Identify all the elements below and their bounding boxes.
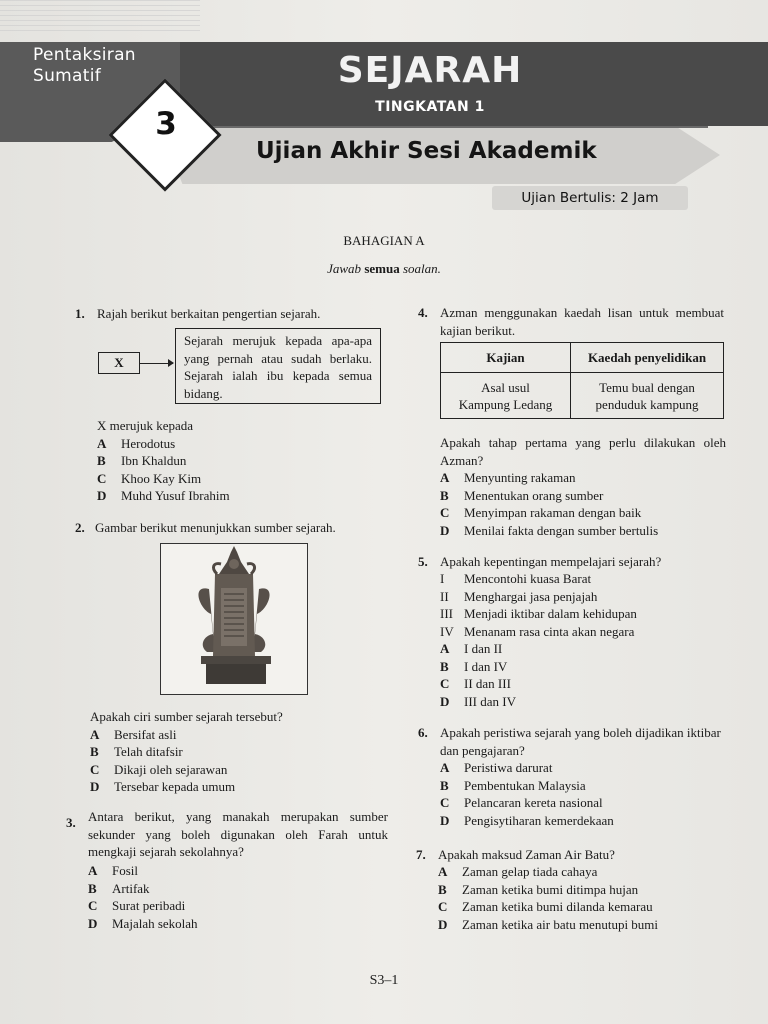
option-b[interactable]: B Pembentukan Malaysia <box>440 777 586 793</box>
option-d[interactable]: D Pengisytiharan kemerdekaan <box>440 812 614 828</box>
exam-title: Ujian Akhir Sesi Akademik <box>256 138 597 164</box>
question-6: 6. Apakah peristiwa sejarah yang boleh dijadikan iktibar dan pengajaran? <box>418 724 728 759</box>
series-line-2: Sumatif <box>33 66 102 86</box>
option-c[interactable]: C Surat peribadi <box>88 898 186 913</box>
option-d[interactable]: D Muhd Yusuf Ibrahim <box>97 488 230 503</box>
option-a[interactable]: A Herodotus <box>97 435 176 451</box>
subject-title: SEJARAH <box>337 50 523 91</box>
question-stem: Apakah ciri sumber sejarah tersebut? <box>90 709 283 724</box>
duration-badge: Ujian Bertulis: 2 Jam <box>492 186 688 210</box>
section-instruction: Jawab semua soalan. <box>327 261 441 276</box>
option-a[interactable]: A Menyunting rakaman <box>440 470 576 485</box>
question-5-body <box>440 570 730 710</box>
table-cell: Temu bual dengan penduduk kampung <box>571 373 724 419</box>
stone-monument-illustration <box>161 544 307 694</box>
question-4-answers <box>440 434 730 539</box>
statement-i: I Mencontohi kuasa Barat <box>440 571 592 586</box>
table-cell: Asal usul Kampung Ledang <box>441 373 571 419</box>
question-text: Azman menggunakan kaedah lisan untuk membuat kajian berikut. <box>440 305 724 338</box>
statement-iv: IV Menanam rasa cinta akan negara <box>440 623 635 639</box>
option-b[interactable]: B I dan IV <box>440 658 508 674</box>
option-a[interactable]: A Bersifat asli <box>90 726 177 742</box>
option-b[interactable]: B Telah ditafsir <box>90 744 183 759</box>
option-c[interactable]: C Zaman ketika bumi dilanda kemarau <box>438 899 653 914</box>
definition-box: Sejarah merujuk kepada apa-apa yang pernah atau sudah berlaku. Sejarah ialah ibu kepada semua bidang. <box>175 328 381 404</box>
question-6-answers <box>440 759 730 829</box>
question-3-answers <box>88 862 378 932</box>
statement-iii: III Menjadi iktibar dalam kehidupan <box>440 606 637 621</box>
option-d[interactable]: D Menilai fakta dengan sumber bertulis <box>440 522 659 538</box>
series-title <box>33 45 136 87</box>
question-stem: X merujuk kepada <box>97 418 194 433</box>
assessment-number: 3 <box>155 106 177 142</box>
diagram-arrow <box>140 363 173 364</box>
table-header: Kajian <box>441 343 571 373</box>
section-title: BAHAGIAN A <box>343 233 425 248</box>
question-text: Apakah kepentingan mempelajari sejarah? <box>440 554 662 569</box>
diagram-box-x: X <box>98 352 140 374</box>
exam-page: Pentaksiran Sumatif SEJARAH TINGKATAN 1 3 Ujian Akhir Sesi Akademik Ujian Bertulis: 2 Jam BAHAGIAN A Jawab semua soalan. 1. Rajah berikut berkaitan pengertian sejarah. X Sejarah merujuk kepada apa-apa yang pernah atau sudah berlaku. Sejarah ialah ibu kepada semua bidang. X merujuk kepada A Herodotus B Ibn Khaldun C Khoo Kay Kim D Muhd Yusuf Ibrahim 2. Gambar berikut menunjukkan sumber sejarah. Apakah ciri sumber sejarah tersebut? A Bersifat asli B Telah ditafsir C Dikaji oleh sejarawan D Tersebar kepada umum 3. Antara berikut, yang manakah merupakan sumber sekunder yang boleh digunakan oleh Farah untuk mengkaji sejarah sekolahnya? A Fosil B Artifak C Surat peribadi D Majalah sekolah 4. Azman menggunakan kaedah lisan untuk membuat kajian berikut. Kajian Kaedah penyelidikan Asal usul Kampung Ledang Temu bual dengan penduduk kampung Apakah tahap pertama yang perlu dilakukan oleh Azman? A Menyunting rakaman B Menentukan orang sumber C Menyimpan rakaman dengan baik D Menilai fakta dengan sumber bertulis 5. Apakah kepentingan mempelajari sejarah? I Mencontohi kuasa Barat II Menghargai jasa penjajah III Menjadi iktibar dalam kehidupan IV Menanam rasa cinta akan negara A I dan II B I dan IV C II dan III D III dan IV 6. Apakah peristiwa sejarah yang boleh dijadikan iktibar dan pengajaran? A Peristiwa darurat B Pembentukan Malaysia C Pelancaran kereta nasional D Pengisytiharan kemerdekaan 7. Apakah maksud Zaman Air Batu? A Zaman gelap tiada cahaya B Zaman ketika bumi ditimpa hujan C Zaman ketika bumi dilanda kemarau D Zaman ketika air batu menutupi bumi S3–1 <box>0 0 768 1024</box>
option-b[interactable]: B Artifak <box>88 880 150 896</box>
option-d[interactable]: D Tersebar kepada umum <box>90 779 236 794</box>
question-text: Antara berikut, yang manakah merupakan sumber sekunder yang boleh digunakan oleh Farah untuk mengkaji sejarah sekolahnya? <box>88 809 388 859</box>
option-c[interactable]: C II dan III <box>440 676 511 691</box>
question-4: 4. Azman menggunakan kaedah lisan untuk membuat kajian berikut. <box>418 305 724 338</box>
page-number: S3–1 <box>369 973 399 988</box>
option-a[interactable]: A I dan II <box>440 641 503 656</box>
historical-artifact-photo <box>160 543 308 695</box>
question-7-answers <box>438 863 738 933</box>
option-d[interactable]: D Majalah sekolah <box>88 915 198 931</box>
research-table <box>440 342 724 419</box>
table-header: Kaedah penyelidikan <box>571 343 724 373</box>
option-b[interactable]: B Ibn Khaldun <box>97 453 187 468</box>
question-stem: Apakah tahap pertama yang perlu dilakukan oleh Azman? <box>440 435 726 468</box>
option-b[interactable]: B Menentukan orang sumber <box>440 487 604 503</box>
option-c[interactable]: C Menyimpan rakaman dengan baik <box>440 505 642 520</box>
option-c[interactable]: C Dikaji oleh sejarawan <box>90 761 228 777</box>
question-2-answers <box>90 708 380 796</box>
header <box>0 40 768 206</box>
option-d[interactable]: D III dan IV <box>440 693 516 709</box>
option-c[interactable]: C Khoo Kay Kim <box>97 470 202 486</box>
table-row <box>441 373 724 419</box>
option-a[interactable]: A Fosil <box>88 863 139 878</box>
series-line-1: Pentaksiran <box>33 45 136 65</box>
question-text: Apakah maksud Zaman Air Batu? <box>438 847 615 862</box>
question-text: Gambar berikut menunjukkan sumber sejarah. <box>95 520 336 535</box>
statement-ii: II Menghargai jasa penjajah <box>440 588 598 604</box>
question-text: Apakah peristiwa sejarah yang boleh dijadikan iktibar dan pengajaran? <box>440 725 721 758</box>
option-d[interactable]: D Zaman ketika air batu menutupi bumi <box>438 916 659 932</box>
paper-edge-lines <box>0 0 200 34</box>
header-divider <box>208 126 708 128</box>
question-text: Rajah berikut berkaitan pengertian sejarah. <box>97 306 321 321</box>
option-a[interactable]: A Zaman gelap tiada cahaya <box>438 864 598 879</box>
question-3: 3. Antara berikut, yang manakah merupakan sumber sekunder yang boleh digunakan oleh Farah untuk mengkaji sejarah sekolahnya? <box>66 809 388 859</box>
option-b[interactable]: B Zaman ketika bumi ditimpa hujan <box>438 881 639 897</box>
option-a[interactable]: A Peristiwa darurat <box>440 760 553 775</box>
table-header-row <box>441 343 724 373</box>
option-c[interactable]: C Pelancaran kereta nasional <box>440 795 603 810</box>
form-level: TINGKATAN 1 <box>375 99 485 115</box>
question-1-answers <box>97 417 377 505</box>
